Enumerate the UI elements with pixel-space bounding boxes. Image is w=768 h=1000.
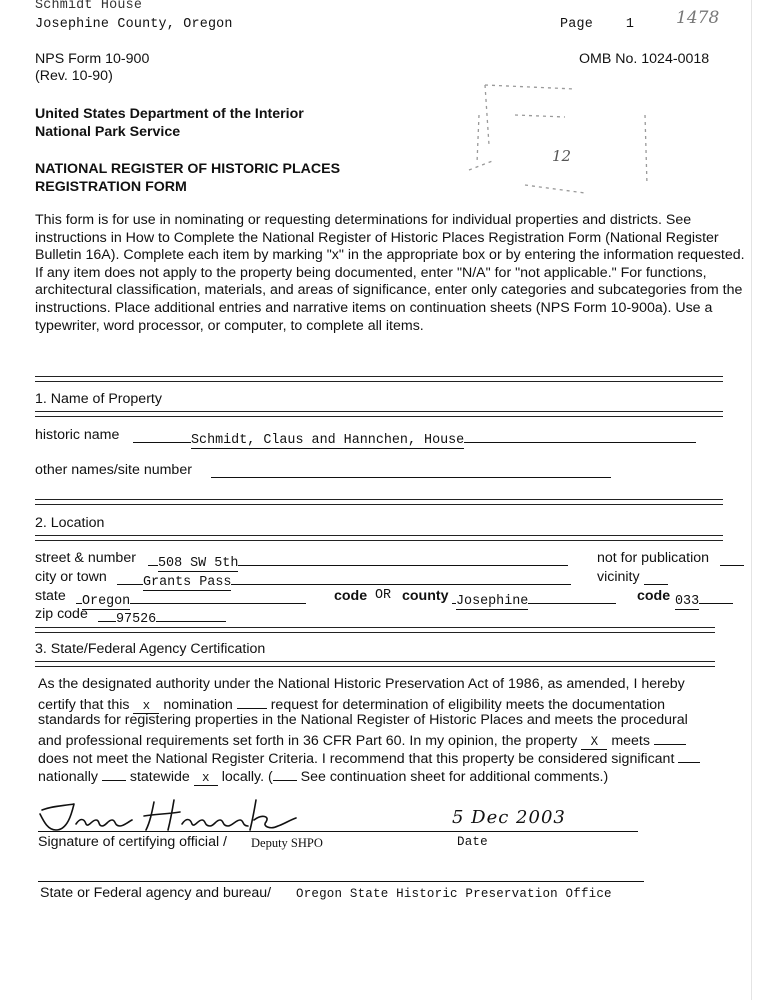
- continuation-checkbox[interactable]: [273, 766, 297, 781]
- cert-text: nomination: [163, 697, 233, 713]
- county-code-field[interactable]: [675, 588, 733, 609]
- omb-number: OMB No. 1024-0018: [579, 51, 710, 67]
- vicinity-label: vicinity: [597, 569, 640, 585]
- certification-line-5: [38, 748, 700, 767]
- vicinity-field[interactable]: [644, 569, 668, 590]
- page-number: 1: [625, 17, 635, 32]
- cert-text: meets: [611, 733, 650, 749]
- city-value: Grants Pass: [143, 575, 232, 590]
- section-rule: [35, 499, 723, 505]
- significance-blank[interactable]: [678, 748, 700, 763]
- meets-checkbox[interactable]: X: [581, 735, 607, 750]
- form-subtitle: REGISTRATION FORM: [35, 179, 187, 195]
- received-stamp: [455, 75, 655, 205]
- cert-text: certify that this: [38, 697, 130, 713]
- historic-name-value: Schmidt, Claus and Hannchen, House: [191, 433, 465, 448]
- cert-text: and professional requirements set forth in 36 CFR Part 60. In my opinion, the property: [38, 733, 578, 749]
- service-name: National Park Service: [35, 124, 181, 140]
- cert-text: locally. (: [221, 769, 273, 785]
- field-underline: [644, 569, 668, 585]
- date-line: [448, 831, 638, 832]
- county-value: Josephine: [456, 594, 529, 609]
- section3-heading: 3. State/Federal Agency Certification: [35, 641, 266, 657]
- handwritten-date: 5 Dec 2003: [452, 807, 566, 828]
- section-rule: [35, 627, 715, 633]
- field-underline: [528, 588, 616, 604]
- signature-title: Deputy SHPO: [251, 836, 323, 850]
- state-label: state: [35, 588, 66, 604]
- street-value: 508 SW 5th: [158, 556, 239, 571]
- county-header: Josephine County, Oregon: [35, 17, 233, 32]
- section-rule: [35, 535, 723, 541]
- form-revision: (Rev. 10-90): [35, 68, 113, 84]
- nationally-checkbox[interactable]: [102, 766, 126, 781]
- handwritten-mark: 1478: [676, 8, 720, 28]
- zip-value: 97526: [116, 612, 157, 627]
- street-label: street & number: [35, 550, 136, 566]
- county-code-value: 033: [675, 594, 700, 609]
- field-underline: [720, 550, 744, 566]
- zip-field[interactable]: [98, 606, 226, 627]
- county-label: county: [402, 588, 449, 604]
- field-underline: [148, 550, 158, 566]
- field-underline: [238, 550, 568, 566]
- field-underline: [211, 462, 611, 478]
- field-underline: [699, 588, 733, 604]
- section2-heading: 2. Location: [35, 515, 105, 531]
- section1-heading: 1. Name of Property: [35, 391, 162, 407]
- agency-label: State or Federal agency and bureau/: [40, 885, 272, 901]
- not-for-publication-field[interactable]: [720, 550, 744, 571]
- section-rule: [35, 661, 715, 667]
- county-code-label: code: [637, 588, 671, 604]
- field-underline: [464, 427, 696, 443]
- section-rule: [35, 411, 723, 417]
- signature-label: Signature of certifying official /: [38, 834, 228, 850]
- city-label: city or town: [35, 569, 107, 585]
- agency-value[interactable]: Oregon State Historic Preservation Office: [296, 887, 612, 901]
- stamp-mark: 12: [552, 147, 572, 165]
- zip-label: zip code: [35, 606, 88, 622]
- statewide-checkbox[interactable]: x: [194, 771, 218, 786]
- field-underline: [117, 569, 143, 585]
- cert-text: request for determination of eligibility meets the documentation: [270, 697, 666, 713]
- field-underline: [130, 588, 306, 604]
- county-field[interactable]: [452, 588, 616, 609]
- field-underline: [156, 606, 226, 622]
- not-for-publication-label: not for publication: [597, 550, 709, 566]
- field-underline: [231, 569, 571, 585]
- section-rule: [35, 376, 723, 382]
- signature-name: [38, 818, 44, 819]
- field-underline: [133, 427, 191, 443]
- street-field[interactable]: [148, 550, 568, 571]
- department-name: United States Department of the Interior: [35, 106, 304, 122]
- date-label: Date: [457, 835, 488, 849]
- certification-line-3: standards for registering properties in the National Register of Historic Places and meets the procedural: [38, 712, 688, 728]
- other-names-label: other names/site number: [35, 462, 192, 478]
- state-code-value[interactable]: OR: [375, 588, 392, 603]
- certification-line-6: [38, 766, 608, 786]
- cert-text: nationally: [38, 769, 98, 785]
- page-label: [560, 17, 634, 32]
- instructions-paragraph: This form is for use in nominating or requesting determinations for individual properties and districts. See instructions in How to Complete the National Register of Historic Places Registration Form (National Register Bulletin 16A). Complete each item by marking "x" in the appropriate box or by entering the information requested. If any item does not apply to the property being documented, enter "N/A" for "not applicable." For functions, architectural classification, materials, and areas of significance, enter only categories and subcategories from the instructions. Place additional entries and narrative items on continuation sheets (NPS Form 10-900a). Use a typewriter, word processor, or computer, to complete all items.: [35, 212, 745, 334]
- cert-text: statewide: [129, 769, 190, 785]
- certification-line-2: [38, 694, 665, 714]
- historic-name-field[interactable]: [133, 427, 696, 448]
- agency-line: [38, 881, 644, 882]
- nomination-checkbox[interactable]: x: [133, 699, 159, 714]
- cert-text: See continuation sheet for additional comments.): [300, 769, 609, 785]
- does-not-meet-checkbox[interactable]: [654, 730, 686, 745]
- certification-line-4: [38, 730, 686, 750]
- form-number: NPS Form 10-900: [35, 51, 150, 67]
- cert-text: does not meet the National Register Criteria. I recommend that this property be considered significant: [38, 751, 675, 767]
- city-field[interactable]: [117, 569, 571, 590]
- page-label-text: Page: [560, 17, 593, 32]
- historic-name-label: historic name: [35, 427, 120, 443]
- other-names-field[interactable]: [211, 462, 611, 483]
- form-title: NATIONAL REGISTER OF HISTORIC PLACES: [35, 161, 341, 177]
- scan-edge: [751, 0, 752, 1000]
- state-code-label: code: [334, 588, 368, 604]
- request-checkbox[interactable]: [237, 694, 267, 709]
- signature-line: [38, 831, 448, 832]
- field-underline: [98, 606, 116, 622]
- certification-line-1: As the designated authority under the National Historic Preservation Act of 1986, as amended, I hereby: [38, 676, 685, 692]
- property-name-header: Schmidt House: [35, 0, 143, 13]
- state-value: Oregon: [82, 594, 131, 609]
